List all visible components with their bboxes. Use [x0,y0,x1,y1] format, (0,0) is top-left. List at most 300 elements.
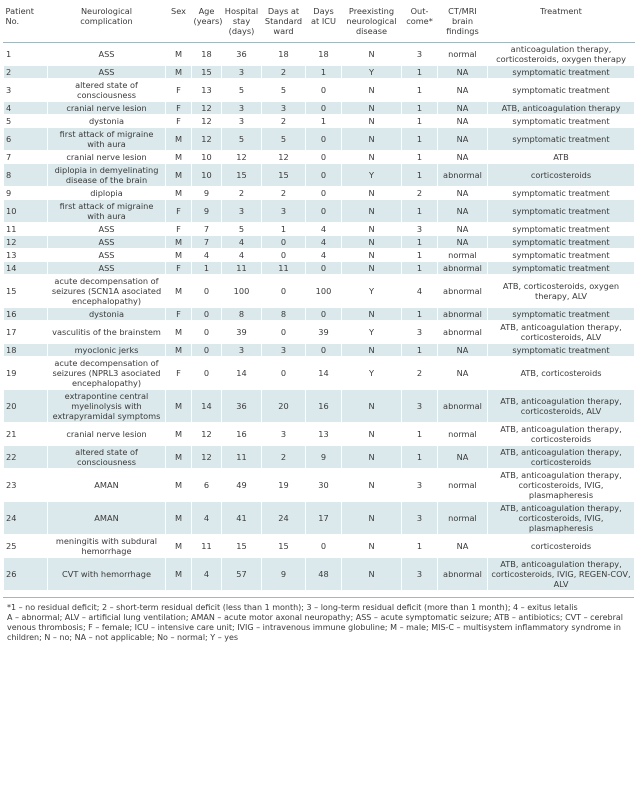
ct-mri-findings-cell: NA [438,66,488,79]
sex-cell: M [166,423,192,446]
patient-no-cell: 15 [4,275,48,308]
hospital-stay-cell: 5 [222,128,262,151]
treatment-cell: symptomatic treatment [488,200,635,223]
table-row [4,502,635,535]
age-cell: 12 [192,115,222,128]
outcome-cell: 2 [402,187,438,200]
ct-mri-findings-cell: NA [438,223,488,236]
hospital-stay-cell: 3 [222,66,262,79]
sex-cell: F [166,115,192,128]
days-icu-cell: 1 [306,115,342,128]
ct-mri-findings-cell: abnormal [438,308,488,321]
preexisting-disease-cell: N [342,128,402,151]
patient-no-cell: 3 [4,79,48,102]
neuro-complication-cell: acute decompensation of seizures (NPRL3 asociated encephalopathy) [48,357,166,390]
col-header: Age (years) [192,6,222,43]
patient-no-cell: 6 [4,128,48,151]
col-header: Days at ICU [306,6,342,43]
table-row [4,115,635,128]
days-icu-cell: 17 [306,502,342,535]
table-row [4,249,635,262]
hospital-stay-cell: 14 [222,357,262,390]
neuro-complication-cell: first attack of migraine with aura [48,200,166,223]
hospital-stay-cell: 36 [222,43,262,66]
table-row [4,200,635,223]
table-row [4,128,635,151]
treatment-cell: ATB, anticoagulation therapy, corticosteroids, ALV [488,390,635,423]
days-icu-cell: 100 [306,275,342,308]
days-ward-cell: 9 [262,558,306,591]
days-ward-cell: 5 [262,79,306,102]
treatment-cell: corticosteroids [488,535,635,558]
age-cell: 9 [192,187,222,200]
sex-cell: F [166,200,192,223]
hospital-stay-cell: 49 [222,469,262,502]
days-ward-cell: 0 [262,275,306,308]
patient-no-cell: 23 [4,469,48,502]
outcome-cell: 1 [402,164,438,187]
preexisting-disease-cell: N [342,236,402,249]
patient-no-cell: 1 [4,43,48,66]
footnote-outcome: *1 – no residual deficit; 2 – short-term residual deficit (less than 1 month); 3 – long-term residual deficit (more than 1 month); 4 – exitus letalis [7,603,578,612]
age-cell: 7 [192,223,222,236]
outcome-cell: 3 [402,321,438,344]
age-cell: 12 [192,102,222,115]
ct-mri-findings-cell: NA [438,115,488,128]
sex-cell: F [166,357,192,390]
days-icu-cell: 0 [306,187,342,200]
ct-mri-findings-cell: normal [438,423,488,446]
age-cell: 9 [192,200,222,223]
hospital-stay-cell: 4 [222,249,262,262]
table-row [4,102,635,115]
hospital-stay-cell: 3 [222,102,262,115]
table-row [4,151,635,164]
sex-cell: M [166,390,192,423]
neuro-complication-cell: cranial nerve lesion [48,151,166,164]
preexisting-disease-cell: N [342,469,402,502]
preexisting-disease-cell: N [342,308,402,321]
treatment-cell: symptomatic treatment [488,249,635,262]
sex-cell: M [166,469,192,502]
days-icu-cell: 4 [306,223,342,236]
days-ward-cell: 0 [262,321,306,344]
ct-mri-findings-cell: NA [438,535,488,558]
preexisting-disease-cell: Y [342,66,402,79]
ct-mri-findings-cell: NA [438,151,488,164]
ct-mri-findings-cell: NA [438,236,488,249]
preexisting-disease-cell: N [342,187,402,200]
outcome-cell: 1 [402,262,438,275]
sex-cell: M [166,249,192,262]
hospital-stay-cell: 100 [222,275,262,308]
document-page [3,0,634,643]
neuro-complication-cell: acute decompensation of seizures (SCN1A asociated encephalopathy) [48,275,166,308]
patient-no-cell: 17 [4,321,48,344]
days-icu-cell: 4 [306,249,342,262]
days-icu-cell: 0 [306,344,342,357]
table-row [4,344,635,357]
ct-mri-findings-cell: normal [438,502,488,535]
age-cell: 10 [192,151,222,164]
hospital-stay-cell: 5 [222,79,262,102]
patient-no-cell: 11 [4,223,48,236]
neuro-complication-cell: dystonia [48,115,166,128]
ct-mri-findings-cell: abnormal [438,164,488,187]
preexisting-disease-cell: N [342,446,402,469]
age-cell: 0 [192,344,222,357]
outcome-cell: 1 [402,423,438,446]
outcome-cell: 1 [402,128,438,151]
hospital-stay-cell: 2 [222,187,262,200]
age-cell: 13 [192,79,222,102]
hospital-stay-cell: 41 [222,502,262,535]
age-cell: 7 [192,236,222,249]
treatment-cell: ATB, anticoagulation therapy, corticosteroids [488,446,635,469]
days-ward-cell: 3 [262,200,306,223]
treatment-cell: symptomatic treatment [488,262,635,275]
ct-mri-findings-cell: NA [438,446,488,469]
patient-no-cell: 20 [4,390,48,423]
col-header: Treatment [488,6,635,43]
outcome-cell: 1 [402,66,438,79]
preexisting-disease-cell: N [342,558,402,591]
age-cell: 4 [192,558,222,591]
table-row [4,321,635,344]
col-header: Neurological complication [48,6,166,43]
patient-no-cell: 16 [4,308,48,321]
outcome-cell: 1 [402,115,438,128]
sex-cell: M [166,502,192,535]
ct-mri-findings-cell: abnormal [438,275,488,308]
table-row [4,558,635,591]
outcome-cell: 1 [402,535,438,558]
treatment-cell: corticosteroids [488,164,635,187]
neuro-complication-cell: ASS [48,43,166,66]
table-row [4,446,635,469]
neuro-complication-cell: cranial nerve lesion [48,102,166,115]
days-icu-cell: 48 [306,558,342,591]
table-row [4,390,635,423]
treatment-cell: ATB, anticoagulation therapy, corticosteroids [488,423,635,446]
ct-mri-findings-cell: abnormal [438,390,488,423]
outcome-cell: 1 [402,236,438,249]
table-row [4,262,635,275]
hospital-stay-cell: 39 [222,321,262,344]
days-ward-cell: 19 [262,469,306,502]
age-cell: 4 [192,502,222,535]
outcome-cell: 1 [402,151,438,164]
sex-cell: M [166,446,192,469]
outcome-cell: 3 [402,469,438,502]
table-row [4,79,635,102]
hospital-stay-cell: 57 [222,558,262,591]
preexisting-disease-cell: N [342,223,402,236]
outcome-cell: 2 [402,357,438,390]
patient-no-cell: 19 [4,357,48,390]
preexisting-disease-cell: N [342,390,402,423]
table-row [4,308,635,321]
hospital-stay-cell: 4 [222,236,262,249]
age-cell: 0 [192,321,222,344]
days-ward-cell: 0 [262,249,306,262]
neuro-complication-cell: ASS [48,236,166,249]
ct-mri-findings-cell: NA [438,357,488,390]
hospital-stay-cell: 3 [222,344,262,357]
hospital-stay-cell: 3 [222,200,262,223]
table-header-row [4,6,635,43]
ct-mri-findings-cell: abnormal [438,558,488,591]
treatment-cell: symptomatic treatment [488,187,635,200]
treatment-cell: ATB, anticoagulation therapy, corticosteroids, IVIG, plasmapheresis [488,502,635,535]
preexisting-disease-cell: N [342,502,402,535]
days-ward-cell: 2 [262,66,306,79]
patient-no-cell: 24 [4,502,48,535]
col-header: Days at Standard ward [262,6,306,43]
days-icu-cell: 0 [306,151,342,164]
days-ward-cell: 2 [262,187,306,200]
sex-cell: F [166,223,192,236]
days-icu-cell: 13 [306,423,342,446]
neuro-complication-cell: AMAN [48,502,166,535]
treatment-cell: symptomatic treatment [488,79,635,102]
sex-cell: M [166,128,192,151]
sex-cell: M [166,535,192,558]
col-header: Out- come* [402,6,438,43]
patient-no-cell: 12 [4,236,48,249]
age-cell: 11 [192,535,222,558]
neuro-complication-cell: altered state of consciousness [48,79,166,102]
treatment-cell: symptomatic treatment [488,236,635,249]
days-icu-cell: 9 [306,446,342,469]
patient-no-cell: 25 [4,535,48,558]
days-ward-cell: 1 [262,223,306,236]
days-ward-cell: 12 [262,151,306,164]
table-row [4,43,635,66]
treatment-cell: ATB, anticoagulation therapy [488,102,635,115]
outcome-cell: 1 [402,344,438,357]
days-ward-cell: 5 [262,128,306,151]
sex-cell: M [166,275,192,308]
days-icu-cell: 0 [306,200,342,223]
outcome-cell: 4 [402,275,438,308]
neuro-complication-cell: meningitis with subdural hemorrhage [48,535,166,558]
col-header: Hospital stay (days) [222,6,262,43]
days-ward-cell: 24 [262,502,306,535]
table-row [4,469,635,502]
days-ward-cell: 20 [262,390,306,423]
sex-cell: M [166,66,192,79]
patient-no-cell: 4 [4,102,48,115]
age-cell: 12 [192,446,222,469]
neuro-complication-cell: first attack of migraine with aura [48,128,166,151]
days-icu-cell: 0 [306,79,342,102]
table-row [4,357,635,390]
ct-mri-findings-cell: NA [438,128,488,151]
ct-mri-findings-cell: normal [438,249,488,262]
outcome-cell: 3 [402,390,438,423]
age-cell: 12 [192,423,222,446]
outcome-cell: 1 [402,249,438,262]
age-cell: 12 [192,128,222,151]
treatment-cell: ATB [488,151,635,164]
preexisting-disease-cell: Y [342,275,402,308]
table-row [4,223,635,236]
days-ward-cell: 2 [262,115,306,128]
table-row [4,187,635,200]
outcome-cell: 1 [402,200,438,223]
treatment-cell: symptomatic treatment [488,344,635,357]
sex-cell: F [166,308,192,321]
treatment-cell: ATB, anticoagulation therapy, corticosteroids, IVIG, plasmapheresis [488,469,635,502]
days-ward-cell: 3 [262,423,306,446]
table-row [4,535,635,558]
outcome-cell: 3 [402,502,438,535]
days-ward-cell: 3 [262,102,306,115]
patient-no-cell: 13 [4,249,48,262]
ct-mri-findings-cell: NA [438,79,488,102]
hospital-stay-cell: 3 [222,115,262,128]
age-cell: 0 [192,357,222,390]
ct-mri-findings-cell: abnormal [438,321,488,344]
days-icu-cell: 4 [306,236,342,249]
days-icu-cell: 0 [306,308,342,321]
neuro-complication-cell: ASS [48,249,166,262]
days-icu-cell: 39 [306,321,342,344]
patient-no-cell: 14 [4,262,48,275]
preexisting-disease-cell: N [342,262,402,275]
sex-cell: M [166,43,192,66]
hospital-stay-cell: 12 [222,151,262,164]
preexisting-disease-cell: Y [342,164,402,187]
footnote-abbreviations: A – abnormal; ALV – artificial lung ventilation; AMAN – acute motor axonal neuropathy; ASS – acute symptomatic seizure; ATB – antibiotics; CVT – cerebral venous thrombosis; F – female; ICU – intensive care unit; IVIG – intravenous immune globuline; M – male; MIS-C – multisystem inflammatory syndrome in children; N – no; NA – not applicable; No – normal; Y – yes [7,613,623,642]
treatment-cell: ATB, corticosteroids, oxygen therapy, ALV [488,275,635,308]
treatment-cell: anticoagulation therapy, corticosteroids, oxygen therapy [488,43,635,66]
hospital-stay-cell: 11 [222,262,262,275]
table-row [4,66,635,79]
preexisting-disease-cell: N [342,423,402,446]
days-ward-cell: 3 [262,344,306,357]
neuro-complication-cell: vasculitis of the brainstem [48,321,166,344]
days-icu-cell: 0 [306,102,342,115]
table-row [4,275,635,308]
table-footnote [3,597,634,643]
outcome-cell: 1 [402,308,438,321]
outcome-cell: 3 [402,223,438,236]
sex-cell: M [166,187,192,200]
days-icu-cell: 30 [306,469,342,502]
neuro-complication-cell: extrapontine central myelinolysis with extrapyramidal symptoms [48,390,166,423]
ct-mri-findings-cell: abnormal [438,262,488,275]
treatment-cell: ATB, anticoagulation therapy, corticosteroids, ALV [488,321,635,344]
patient-no-cell: 26 [4,558,48,591]
sex-cell: F [166,262,192,275]
days-ward-cell: 15 [262,164,306,187]
neuro-complication-cell: AMAN [48,469,166,502]
patient-no-cell: 7 [4,151,48,164]
age-cell: 1 [192,262,222,275]
days-icu-cell: 0 [306,164,342,187]
ct-mri-findings-cell: NA [438,344,488,357]
preexisting-disease-cell: N [342,344,402,357]
patient-no-cell: 8 [4,164,48,187]
preexisting-disease-cell: N [342,43,402,66]
hospital-stay-cell: 15 [222,164,262,187]
age-cell: 18 [192,43,222,66]
age-cell: 0 [192,275,222,308]
neuro-complication-cell: dystonia [48,308,166,321]
table-row [4,236,635,249]
neuro-complication-cell: ASS [48,262,166,275]
neuro-complication-cell: CVT with hemorrhage [48,558,166,591]
patient-table [3,6,635,591]
days-ward-cell: 15 [262,535,306,558]
patient-no-cell: 22 [4,446,48,469]
sex-cell: M [166,151,192,164]
days-ward-cell: 0 [262,236,306,249]
preexisting-disease-cell: N [342,79,402,102]
age-cell: 14 [192,390,222,423]
treatment-cell: symptomatic treatment [488,308,635,321]
patient-no-cell: 2 [4,66,48,79]
treatment-cell: ATB, anticoagulation therapy, corticosteroids, IVIG, REGEN-COV, ALV [488,558,635,591]
age-cell: 6 [192,469,222,502]
patient-no-cell: 5 [4,115,48,128]
patient-no-cell: 10 [4,200,48,223]
days-ward-cell: 2 [262,446,306,469]
preexisting-disease-cell: N [342,249,402,262]
outcome-cell: 1 [402,446,438,469]
preexisting-disease-cell: N [342,102,402,115]
days-icu-cell: 14 [306,357,342,390]
days-ward-cell: 18 [262,43,306,66]
neuro-complication-cell: cranial nerve lesion [48,423,166,446]
treatment-cell: symptomatic treatment [488,66,635,79]
treatment-cell: ATB, corticosteroids [488,357,635,390]
preexisting-disease-cell: Y [342,357,402,390]
hospital-stay-cell: 8 [222,308,262,321]
hospital-stay-cell: 5 [222,223,262,236]
sex-cell: M [166,164,192,187]
neuro-complication-cell: ASS [48,223,166,236]
hospital-stay-cell: 36 [222,390,262,423]
days-icu-cell: 0 [306,128,342,151]
hospital-stay-cell: 15 [222,535,262,558]
sex-cell: M [166,344,192,357]
col-header: Preexisting neurological disease [342,6,402,43]
age-cell: 10 [192,164,222,187]
ct-mri-findings-cell: NA [438,102,488,115]
outcome-cell: 3 [402,558,438,591]
sex-cell: M [166,321,192,344]
sex-cell: F [166,102,192,115]
preexisting-disease-cell: Y [342,321,402,344]
outcome-cell: 3 [402,43,438,66]
outcome-cell: 1 [402,102,438,115]
preexisting-disease-cell: N [342,115,402,128]
ct-mri-findings-cell: normal [438,469,488,502]
neuro-complication-cell: ASS [48,66,166,79]
col-header: Sex [166,6,192,43]
outcome-cell: 1 [402,79,438,102]
days-icu-cell: 18 [306,43,342,66]
col-header: CT/MRI brain findings [438,6,488,43]
col-header: Patient No. [4,6,48,43]
days-icu-cell: 16 [306,390,342,423]
days-icu-cell: 0 [306,262,342,275]
table-row [4,164,635,187]
days-ward-cell: 8 [262,308,306,321]
